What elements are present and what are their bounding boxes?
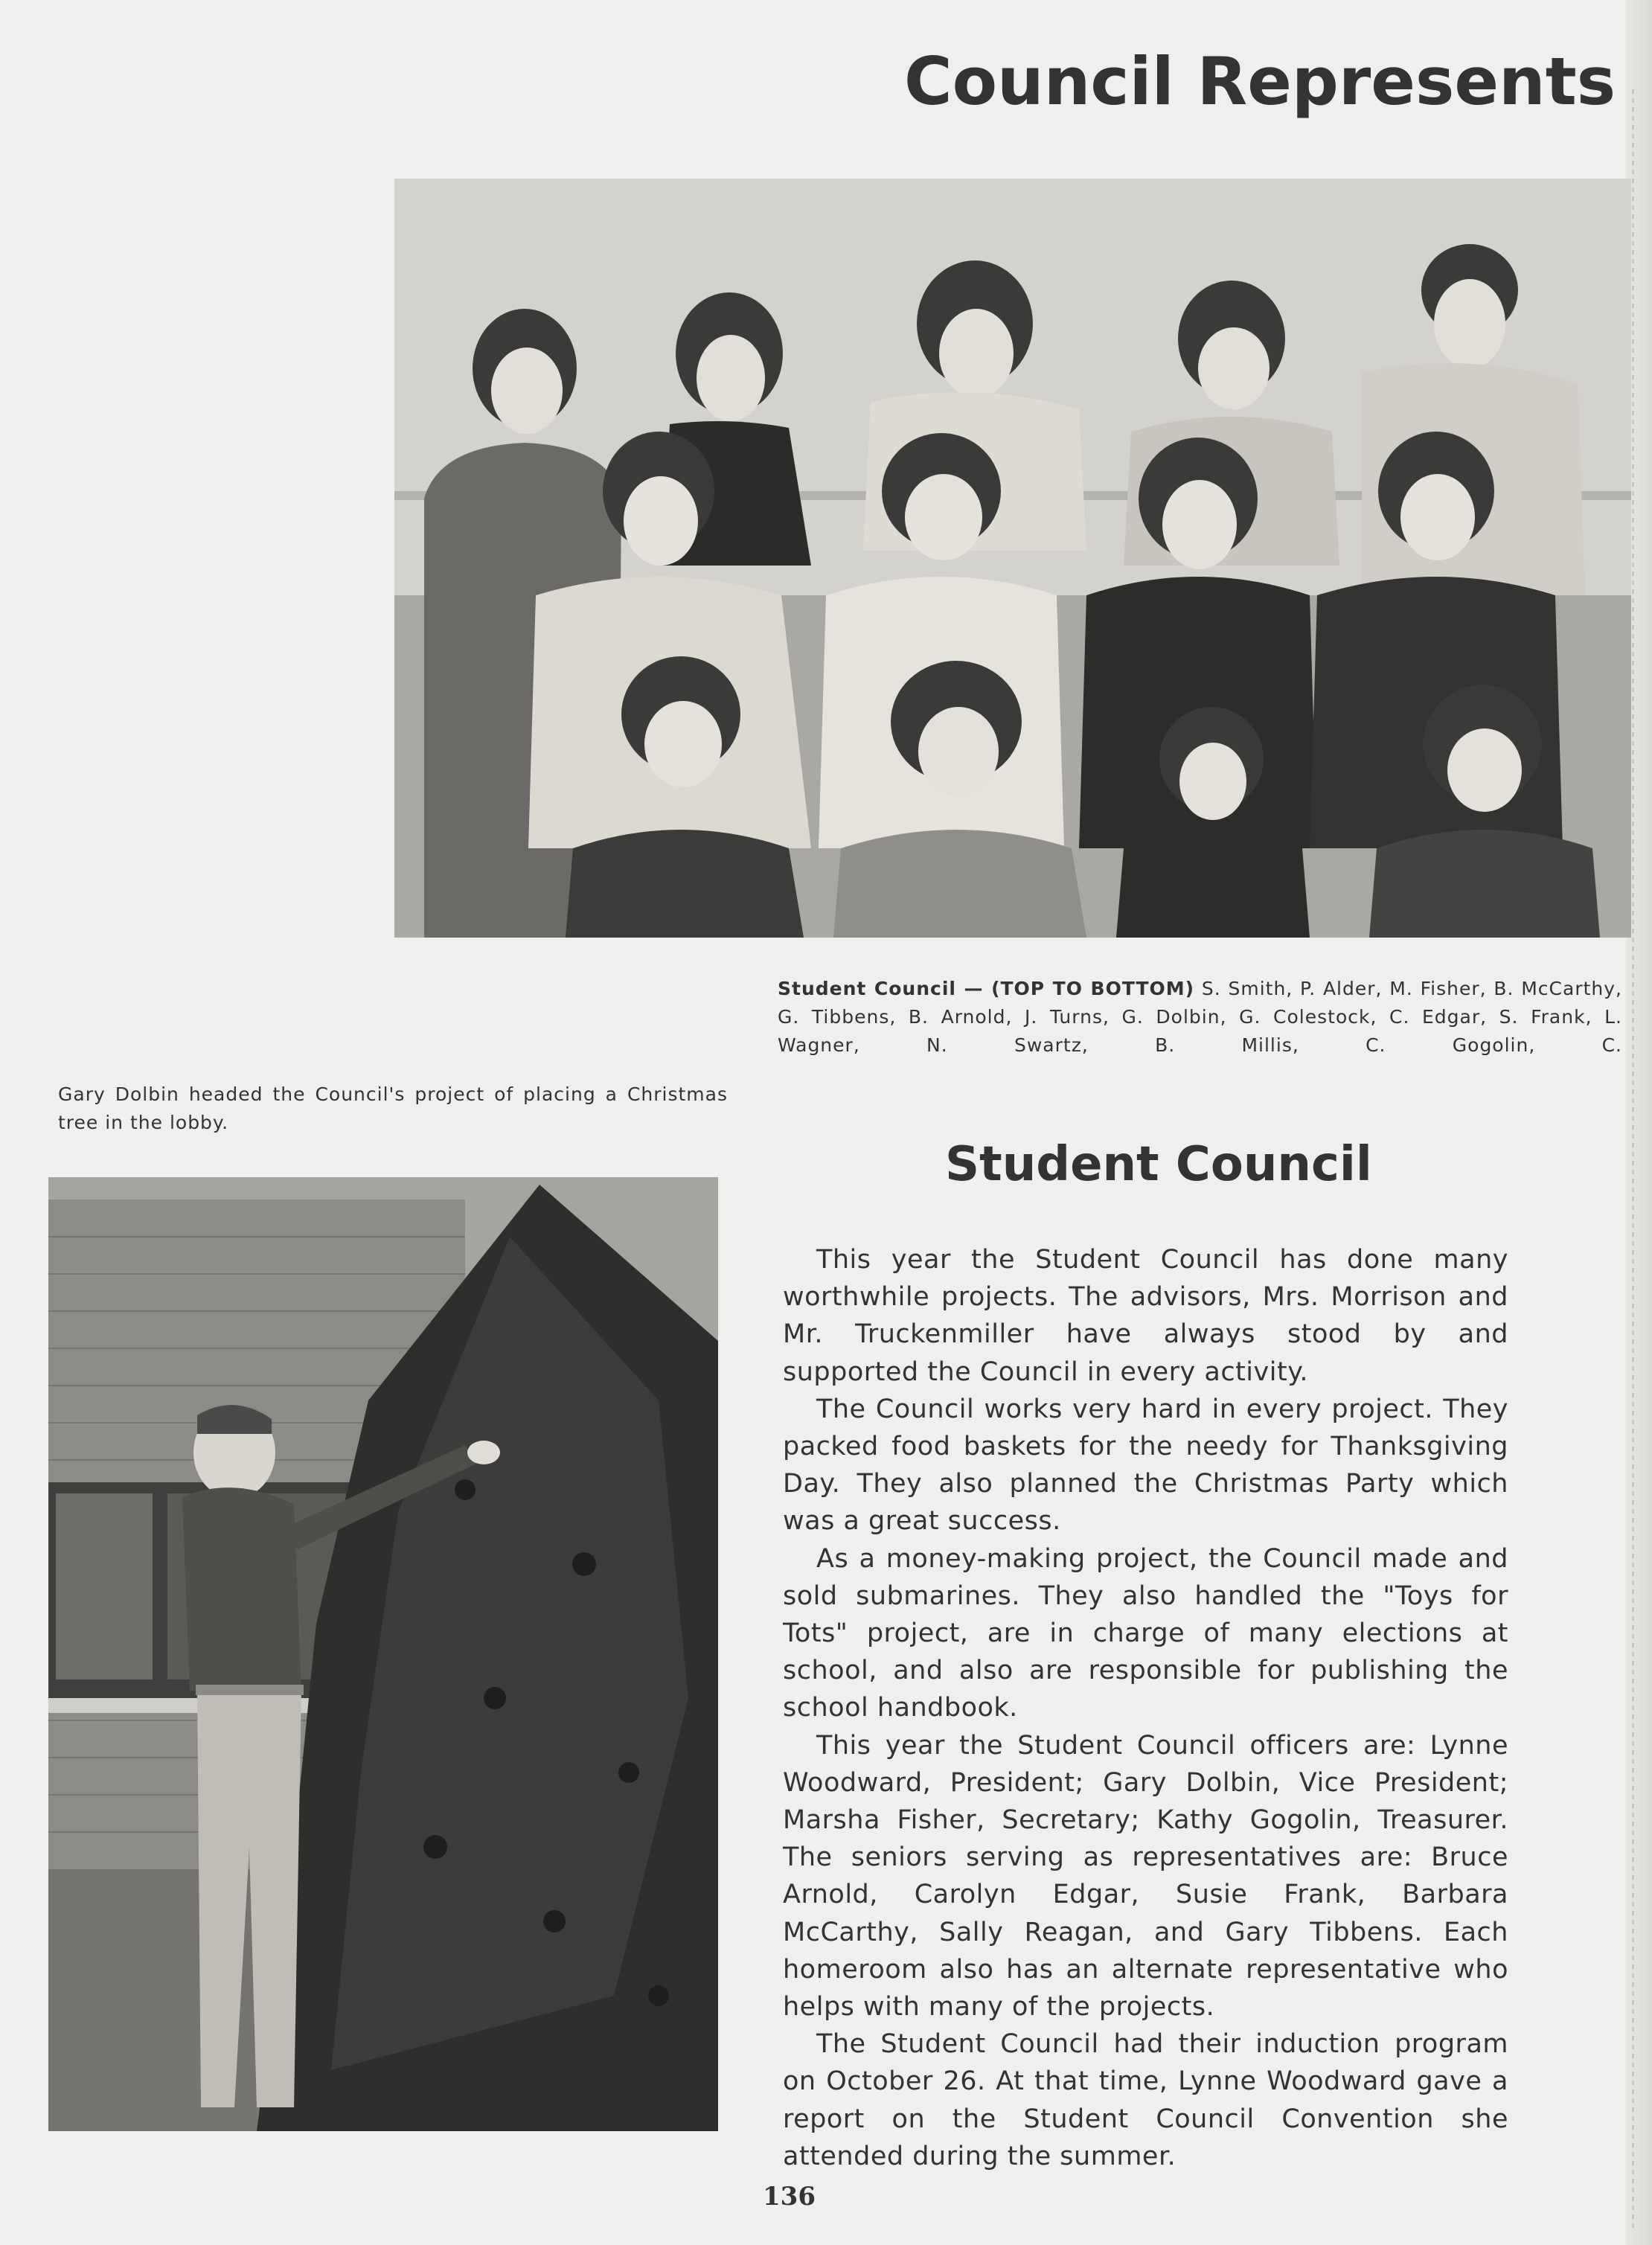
binding-stitch-line xyxy=(1632,89,1634,2232)
article-body xyxy=(783,1241,1508,2175)
section-title: Student Council xyxy=(945,1137,1372,1192)
article-paragraph: As a money-making project, the Council made and sold submarines. They also handled the "Toys for Tots" project, are in charge of many elections at school, and also are responsible for publishing the school handbook. xyxy=(783,1543,1508,1723)
tree-photo-caption: Gary Dolbin headed the Council's project of placing a Christmas tree in the lobby. xyxy=(58,1083,728,1133)
group-photo-illustration xyxy=(394,179,1631,938)
article-paragraph: This year the Student Council officers are: Lynne Woodward, President; Gary Dolbin, Vice President; Marsha Fisher, Secretary; Kathy Gogolin, Treasurer. The seniors serving as representatives are: Bruce Arnold, Carolyn Edgar, Susie Frank, Barbara McCarthy, Sally Reagan, and Gary Tibbens. Each homeroom also has an alternate representative who helps with many of the projects. xyxy=(783,1730,1508,2023)
page-title: Council Represents xyxy=(904,43,1616,120)
article-paragraph: The Student Council had their induction program on October 26. At that time, Lynne Woodward gave a report on the Student Council Convention she attended during the summer. xyxy=(783,2029,1508,2171)
group-caption-lead: Student Council — (TOP TO BOTTOM) xyxy=(778,978,1195,999)
christmas-tree-photo xyxy=(48,1177,718,2131)
student-council-group-photo xyxy=(394,179,1631,938)
tree-photo-illustration xyxy=(48,1177,718,2131)
page-number: 136 xyxy=(763,2182,816,2212)
group-photo-caption xyxy=(778,975,1622,1060)
group-caption-names: S. Smith, P. Alder, M. Fisher, B. McCarthy, G. Tibbens, B. Arnold, J. Turns, G. Dolbin, G. Colestock, C. Edgar, S. Frank, L. Wagner, N. Swartz, B. Millis, C. Gogolin, C. xyxy=(778,978,1622,1056)
article-paragraph: This year the Student Council has done many worthwhile projects. The advisors, Mrs. Morrison and Mr. Truckenmiller have always stood by and supported the Council in every activity. xyxy=(783,1245,1508,1387)
article-paragraph: The Council works very hard in every project. They packed food baskets for the needy for Thanksgiving Day. They also planned the Christmas Party which was a great success. xyxy=(783,1394,1508,1537)
